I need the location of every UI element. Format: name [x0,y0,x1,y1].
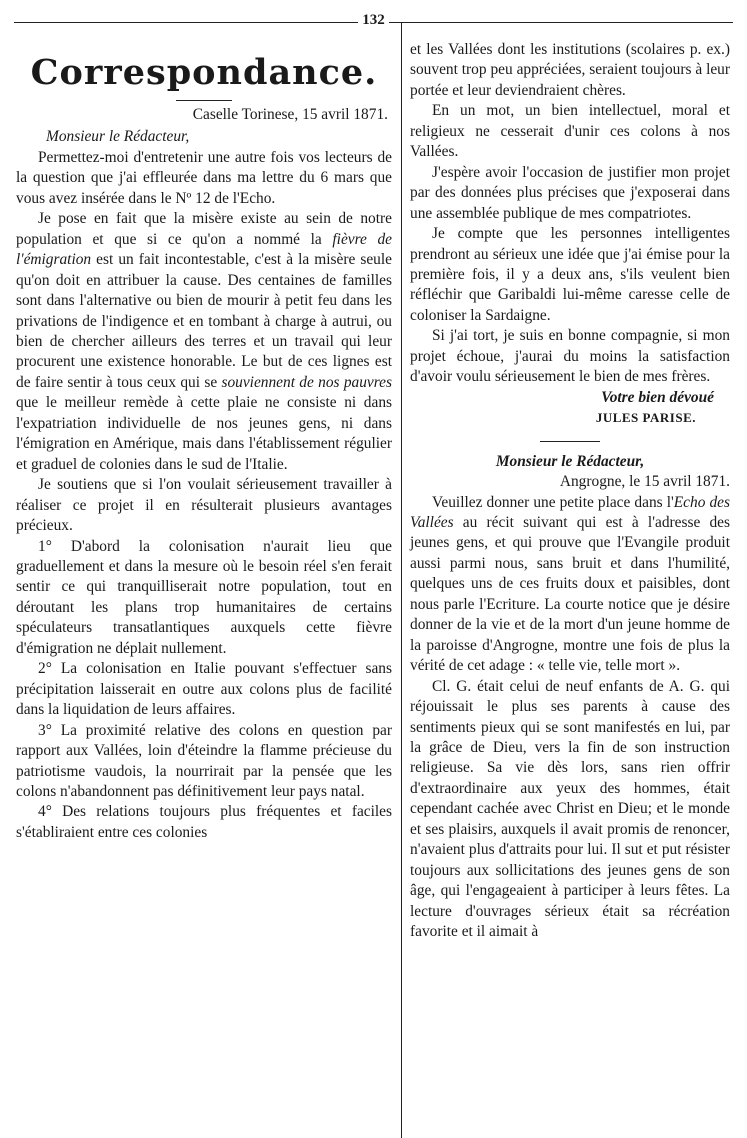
letter1-salutation: Monsieur le Rédacteur, [46,128,190,146]
letter1-paragraph-1: Permettez-moi d'entretenir une autre fois vos lecteurs de la question que j'ai effleurée dans ma lettre du 6 mars que vous avez insérée dans le Nº 12 de l'Echo. [16,148,392,207]
letter2-paragraph-1: Veuillez donner une petite place dans l'Echo des Vallées au récit suivant qui est à l'adresse des jeunes gens, et qui prouve que l'Evangile produit aussi parmi nous, sans bruit et dans l'humilité, quelques uns de ces fruits doux et paisibles, dont nous parle l'Ecriture. La courte notice que je désire donner de la vie et de la mort d'un jeune homme de la paroisse d'Angrogne, montre une fois de plus la vérité de cet adage : « telle vie, telle mort ». [410,493,730,675]
section-title: Correspondance. [30,52,378,93]
letter1-paragraph-8: En un mot, un bien intellectuel, moral et religieux ne cesserait d'unir ces colons à nos Vallées. [410,102,730,161]
column-divider [401,22,402,1138]
letter1-paragraph-7-continued: et les Vallées dont les institutions (scolaires p. ex.) souvent trop peu appréciées, seraient toujours à leur portée et leur deviendraient chères. [410,41,730,99]
page-number: 132 [0,12,747,29]
title-rule [176,100,232,101]
letter-separator [540,441,600,442]
letter1-paragraph-5: 2° La colonisation en Italie pouvant s'effectuer sans précipitation laisserait en outre aux colons plus de facilité dans la liquidation de leurs affaires. [16,660,392,719]
letter1-paragraph-7: 4° Des relations toujours plus fréquentes et faciles s'établiraient entre ces colonies [16,803,392,841]
letter2-salutation: Monsieur le Rédacteur, [495,452,645,470]
letter1-paragraph-3: Je soutiens que si l'on voulait sérieusement travailler à réaliser ce projet il en résulterait plusieurs avantages précieux. [16,476,392,535]
letter1-paragraph-9: J'espère avoir l'occasion de justifier mon projet par des données plus précises que j'exposerai dans une assemblée publique de mes compatriotes. [410,163,730,222]
letter1-closing: Votre bien dévoué [601,388,714,406]
letter1-dateline: Caselle Torinese, 15 avril 1871. [192,106,388,123]
letter1-paragraph-11: Si j'ai tort, je suis en bonne compagnie, si mon projet échoue, j'aurai du moins la satisfaction d'avoir voulu sérieusement le bien de mes frères. [410,327,730,386]
letter2-dateline: Angrogne, le 15 avril 1871. [559,473,730,491]
right-column [410,40,730,942]
letter2-paragraph-2: Cl. G. était celui de neuf enfants de A. G. qui réjouissait le plus ses parents à cause des sentiments pieux qui se sont manifestés en lui, par la grâce de Dieu, vers la fin de son instruction religieuse. Sa vie dès lors, sans rien offrir d'extraordinaire aux yeux des hommes, était cependant cachée avec Christ en Dieu; et le monde et ses plaisirs, auxquels il avait promis de renoncer, n'avaient plus d'attraits pour lui. Il sut et put résister toujours aux sollicitations des jeunes gens de son âge, qui l'engageaient à participer à leurs fêtes. La lecture d'ouvrages sérieux était sa récréation favorite et il aimait à [410,677,730,941]
letter1-paragraph-4: 1° D'abord la colonisation n'aurait lieu que graduellement et dans la mesure où le besoin réel s'en ferait sentir ce qui tranquilliserait notre population, tout en déroutant les plans trop humanitaires de certains spéculateurs transatlantiques auxquels cette fièvre d'émigration ne déplait nullement. [16,537,392,657]
letter1-signature: JULES PARISE. [595,410,696,426]
left-column [16,40,392,843]
letter1-paragraph-6: 3° La proximité relative des colons en question par rapport aux Vallées, loin d'éteindre la flamme précieuse du patriotisme vaudois, la nourrirait par la pensée que les colons n'abandonnent pas définitivement leur pays natal. [16,721,392,800]
letter1-paragraph-10: Je compte que les personnes intelligentes prendront au sérieux une idée que j'ai émise pour la première fois, il y a deux ans, s'ils veulent bien réfléchir que Garibaldi lui-même caresse celle de coloniser la Sardaigne. [410,225,730,324]
letter1-paragraph-2: Je pose en fait que la misère existe au sein de notre population et que si ce qu'on a nommé la fièvre de l'émigration est un fait incontestable, c'est à la misère seule qu'on doit en attribuer la cause. Des centaines de familles sont dans l'alternative ou bien de mourir à petit feu dans les privations de l'indigence et en tombant à charge à autrui, ou bien de chercher ailleurs des terres et un travail qui leur procurent une existence honorable. Le but de ces lignes est de faire sentir à tous ceux qui se souviennent de nos pauvres que le meilleur remède à cette plaie ne consiste ni dans l'expatriation individuelle de nos jeunes gens, ni dans l'émigration en Amérique, mais dans l'établissement régulier et graduel de colonies dans le sud de l'Italie. [16,210,393,473]
